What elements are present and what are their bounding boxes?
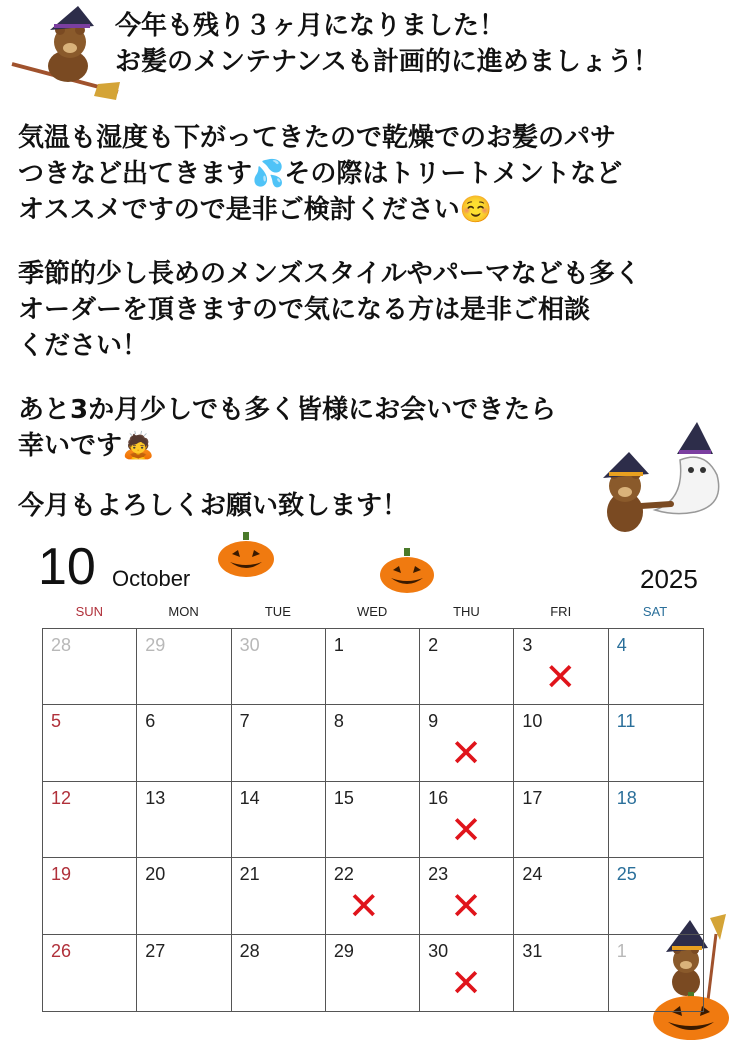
day-number: 24 bbox=[522, 864, 543, 885]
day-number: 31 bbox=[522, 940, 543, 961]
day-number: 12 bbox=[51, 787, 72, 808]
calendar-day-cell bbox=[43, 782, 137, 858]
day-number: 7 bbox=[239, 711, 250, 732]
day-number: 1 bbox=[333, 635, 344, 655]
closed-day-mark: ✕ bbox=[347, 884, 380, 929]
day-number: 29 bbox=[333, 940, 354, 961]
pumpkin-icon bbox=[216, 532, 276, 578]
calendar-day-cell bbox=[232, 782, 326, 858]
day-number: 25 bbox=[616, 864, 637, 885]
weekday-mon: MON bbox=[168, 604, 199, 619]
closed-day-mark: ✕ bbox=[450, 807, 482, 852]
calendar-day-cell bbox=[137, 858, 231, 934]
calendar-day-cell bbox=[43, 705, 137, 781]
day-number: 5 bbox=[51, 711, 62, 732]
weekday-fri: FRI bbox=[550, 604, 572, 619]
calendar-day-cell bbox=[137, 782, 231, 858]
calendar-day-cell bbox=[514, 935, 608, 1011]
month-number: 10 bbox=[38, 538, 96, 596]
calendar-day-cell bbox=[609, 935, 703, 1011]
day-number: 30 bbox=[239, 635, 260, 655]
message-line: 今年も残り３ヶ月になりました！ bbox=[115, 11, 506, 41]
calendar-day-cell bbox=[232, 629, 326, 705]
calendar-day-cell bbox=[326, 782, 420, 858]
calendar-day-cell bbox=[137, 629, 231, 705]
calendar-day-cell bbox=[420, 629, 514, 705]
day-number: 22 bbox=[333, 864, 354, 885]
bear-with-ghost-icon bbox=[585, 420, 725, 550]
day-number: 28 bbox=[239, 940, 260, 961]
day-number: 6 bbox=[145, 711, 156, 732]
day-number: 8 bbox=[333, 711, 344, 732]
day-number: 29 bbox=[145, 635, 166, 655]
calendar-day-cell bbox=[232, 858, 326, 934]
day-number: 1 bbox=[616, 940, 627, 961]
calendar-day-cell bbox=[232, 935, 326, 1011]
calendar-day-cell bbox=[137, 935, 231, 1011]
day-number: 11 bbox=[616, 711, 636, 732]
message-line: 季節的少し長めのメンズスタイルやパーマなども多く bbox=[18, 259, 641, 289]
calendar-day-cell bbox=[514, 705, 608, 781]
day-number: 10 bbox=[522, 711, 543, 732]
calendar-day-cell bbox=[514, 629, 608, 705]
calendar-day-cell bbox=[514, 858, 608, 934]
calendar-day-cell bbox=[43, 935, 137, 1011]
calendar-day-cell bbox=[420, 782, 514, 858]
closed-day-mark: ✕ bbox=[544, 655, 577, 699]
calendar-day-cell bbox=[326, 858, 420, 934]
message-line: オーダーを頂きますので気になる方は是非ご相談 bbox=[18, 295, 591, 325]
day-number: 17 bbox=[522, 787, 543, 808]
calendar-day-cell bbox=[609, 629, 703, 705]
day-number: 21 bbox=[239, 864, 260, 885]
message-line: 気温も湿度も下がってきたので乾燥でのお髪のパサ bbox=[18, 123, 617, 153]
year: 2025 bbox=[640, 564, 698, 594]
calendar-day-cell bbox=[326, 935, 420, 1011]
calendar-day-cell bbox=[137, 705, 231, 781]
message-line: オススメですので是非ご検討ください☺️ bbox=[18, 195, 493, 225]
message-line: お髪のメンテナンスも計画的に進めましょう！ bbox=[115, 47, 659, 77]
calendar-day-cell bbox=[326, 705, 420, 781]
calendar-day-cell bbox=[420, 858, 514, 934]
calendar-grid bbox=[42, 628, 704, 1012]
day-number: 28 bbox=[51, 635, 72, 655]
calendar-day-cell bbox=[232, 705, 326, 781]
day-number: 14 bbox=[239, 787, 260, 808]
day-number: 4 bbox=[616, 635, 627, 655]
day-number: 9 bbox=[428, 711, 439, 732]
day-number: 19 bbox=[51, 864, 72, 885]
witch-bear-on-broom-icon bbox=[8, 4, 120, 100]
calendar-day-cell bbox=[420, 705, 514, 781]
weekday-tue: TUE bbox=[264, 604, 291, 619]
message-line: 幸いです🙇 bbox=[18, 431, 155, 461]
month-name: October bbox=[112, 566, 191, 591]
weekday-sat: SAT bbox=[642, 604, 668, 619]
day-number: 15 bbox=[333, 787, 354, 808]
day-number: 16 bbox=[428, 787, 449, 808]
message-line: 今月もよろしくお願い致します！ bbox=[18, 491, 409, 521]
closed-day-mark: ✕ bbox=[450, 960, 482, 1005]
calendar-day-cell bbox=[420, 935, 514, 1011]
closed-day-mark: ✕ bbox=[450, 884, 482, 929]
message-line: あと3か月少しでも多く皆様にお会いできたら bbox=[18, 395, 557, 425]
calendar-day-cell bbox=[43, 858, 137, 934]
calendar-day-cell bbox=[326, 629, 420, 705]
weekday-sun: SUN bbox=[75, 604, 104, 619]
day-number: 18 bbox=[616, 787, 637, 808]
pumpkin-icon bbox=[378, 548, 436, 594]
day-number: 3 bbox=[522, 635, 533, 655]
day-number: 26 bbox=[51, 940, 72, 961]
day-number: 30 bbox=[428, 940, 449, 961]
closed-day-mark: ✕ bbox=[450, 731, 482, 776]
day-number: 2 bbox=[428, 635, 439, 655]
calendar-day-cell bbox=[514, 782, 608, 858]
calendar-day-cell bbox=[609, 858, 703, 934]
weekday-wed: WED bbox=[356, 604, 388, 619]
day-number: 13 bbox=[145, 787, 166, 808]
calendar-day-cell bbox=[609, 782, 703, 858]
day-number: 23 bbox=[428, 864, 449, 885]
day-number: 20 bbox=[145, 864, 166, 885]
message-line: つきなど出てきます💦その際はトリートメントなど bbox=[18, 159, 623, 189]
calendar-day-cell bbox=[609, 705, 703, 781]
weekday-thu: THU bbox=[453, 604, 480, 619]
day-number: 27 bbox=[145, 940, 166, 961]
message-line: ください！ bbox=[18, 331, 149, 361]
calendar-day-cell bbox=[43, 629, 137, 705]
